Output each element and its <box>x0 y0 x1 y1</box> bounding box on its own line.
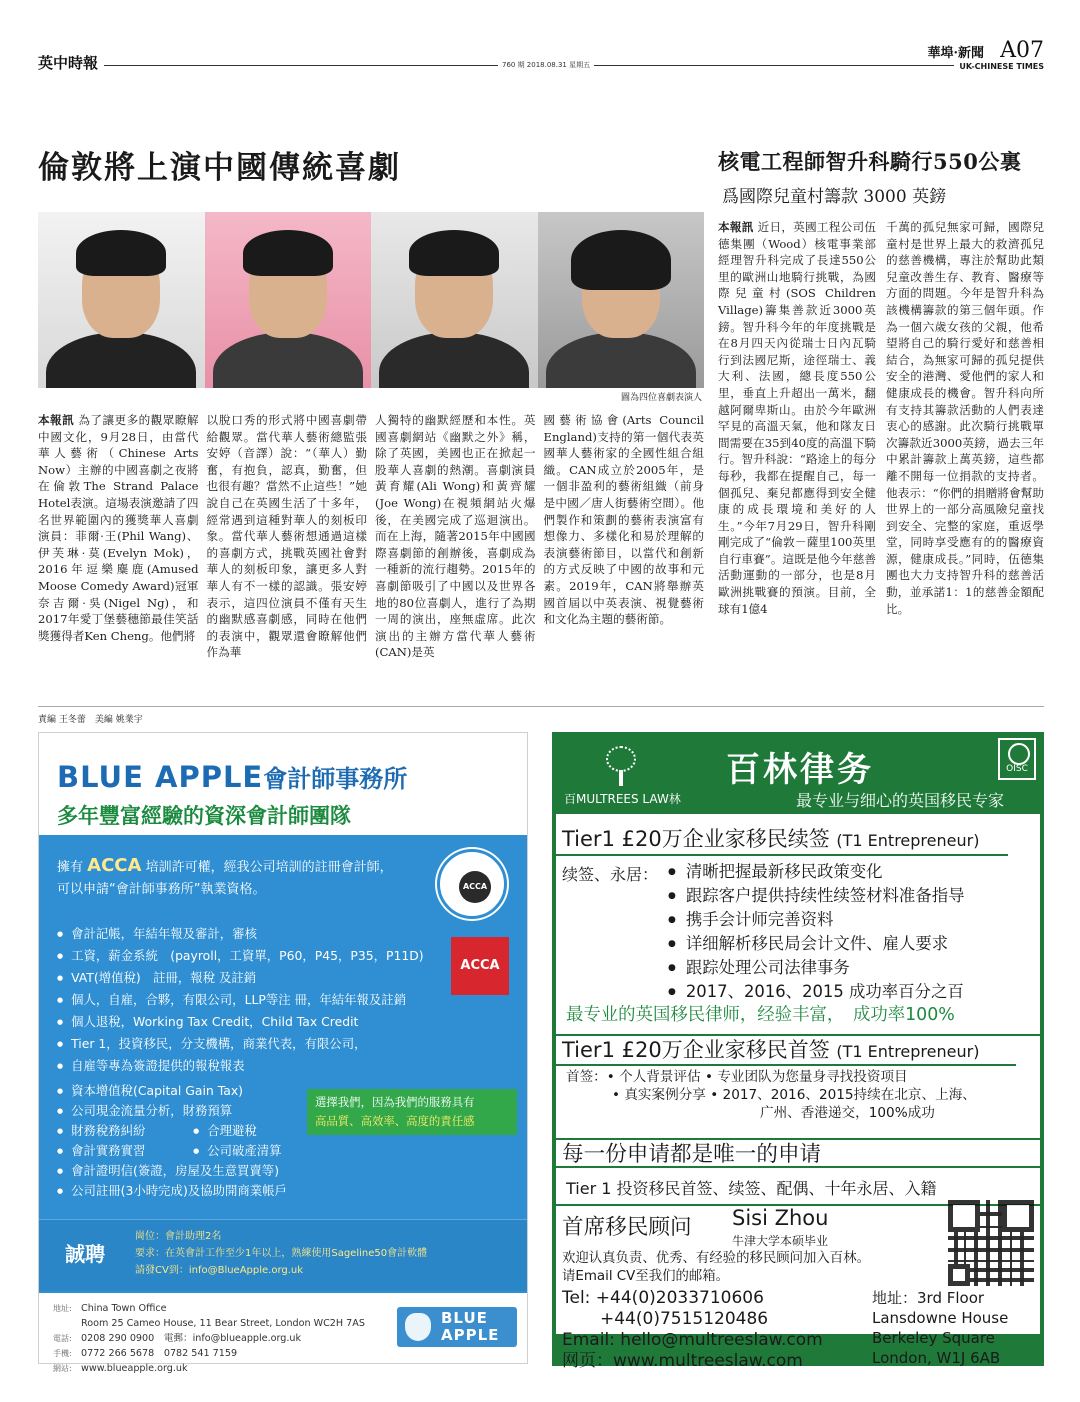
ad-header <box>39 733 527 835</box>
comedy-headline: 倫敦將上演中國傳統喜劇 <box>38 150 401 186</box>
list-item: ● 公司現金流量分析，財務預算 <box>57 1101 357 1121</box>
article-column-2: 千萬的孤兒無家可歸，國際兒童村是世界上最大的救濟孤兒的慈善機構，專注於幫助此類兒童改善生存、教育、醫療等方面的問題。今年是智升科為該機構籌款的第三個年頭。作為一個六歲女孩的父親，他希望將自己的騎行愛好和慈善相結合，為無家可歸的孤兒提供安全的港灣、愛他們的家人和健康成長的機會。智升科向所有支持其籌款活動的人們表達衷心的感謝。此次騎行挑戰單次籌款近3000英鎊，過去三年中累計籌款上萬英鎊，這些都離不開每一位捐款的支持者。他表示：“你們的捐贈將會幫助世界上的一部分高風險兒童找到安全、完整的家庭，重返學堂，同時享受應有的的醫療資源，健康成長。”同時，伍德集團也大力支持智升科的慈善活動，並承諾1：1的慈善金額配比。 <box>886 220 1044 616</box>
editor-credits: 責編 王冬蕾 美編 姚業宇 <box>38 715 143 725</box>
cycling-article-body <box>718 219 1044 617</box>
section-rule <box>556 854 1008 856</box>
list-item: ● 資本增值稅(Capital Gain Tax) <box>57 1081 357 1101</box>
blue-apple-logo: BLUE APPLE <box>397 1307 517 1347</box>
recruitment-title: 誠聘 <box>65 1242 105 1266</box>
comedian-photo-3 <box>371 212 538 388</box>
services-list <box>57 923 517 1077</box>
why-choose-us-box: 選擇我們，因為我們的服務具有 高品質、高效率、高度的責任感 <box>307 1089 517 1135</box>
renewal-label: 续签、永居： <box>562 865 659 884</box>
list-item: ● 自雇等專為簽證提供的報稅報表 <box>57 1055 517 1077</box>
apple-icon <box>405 1313 431 1341</box>
list-item: ● Tier 1，投資移民，分支機構，商業代表，有限公司， <box>57 1033 517 1055</box>
list-item: ● 公司註冊(3小時完成)及協助開商業帳戶 <box>57 1181 517 1201</box>
consultant-title: 首席移民顾问 <box>562 1215 692 1240</box>
tree-icon <box>606 746 636 786</box>
website-link[interactable]: 网页：www.multreeslaw.com <box>562 1351 803 1371</box>
list-item: ● 個人退稅，Working Tax Credit，Child Tax Credit <box>57 1011 517 1033</box>
list-item: ● 財務稅務糾紛 ● 合理避稅 <box>57 1121 357 1141</box>
list-item: ● 會計實務實習 ● 公司破產清算 <box>57 1141 357 1161</box>
cycling-article <box>718 146 1044 617</box>
comedian-photo-1 <box>38 212 205 388</box>
cycling-subheadline: 爲國際兒童村籌款 3000 英鎊 <box>722 187 947 207</box>
article-lead: 本報訊 <box>718 220 754 234</box>
acca-seal-icon: ACCA <box>437 849 507 919</box>
section-divider <box>38 706 1044 707</box>
acca-logo-icon: ACCA <box>451 937 509 995</box>
first-application-section-title: Tier1 £20万企业家移民首签 (T1 Entrepreneur) <box>556 1034 1040 1062</box>
cycling-headline: 核電工程師智升科騎行550公裏 <box>718 149 1022 174</box>
ad-services-panel <box>39 835 527 1293</box>
consultant-education: 牛津大学本硕毕业 <box>732 1234 829 1248</box>
renewal-list <box>668 860 965 1004</box>
list-item: ● 2017、2016、2015 成功率百分之百 <box>668 980 965 1004</box>
list-item: ● 详细解析移民局会计文件、雇人要求 <box>668 932 965 956</box>
issue-date: 760 期 2018.08.31 星期五 <box>498 60 594 70</box>
success-rate-line: 最专业的英国移民律师，经验丰富， 成功率100% <box>566 1005 955 1025</box>
brand-name-cn: 百林律务 <box>726 750 874 790</box>
list-item: ● 會計證明信(簽證，房屋及生意買賣等) <box>57 1161 517 1181</box>
email-link[interactable]: Email: hello@multreeslaw.com <box>562 1330 823 1350</box>
ad-body <box>556 814 1040 1371</box>
recruitment-details: 崗位：會計助理2名 要求：在英會計工作至少1年以上，熟練使用Sageline50會計軟體 請發CV到：info@BlueApple.org.uk <box>135 1231 428 1276</box>
ad-header <box>556 736 1040 814</box>
contact-info <box>562 1288 823 1372</box>
list-item: ● 携手会计师完善资料 <box>668 908 965 932</box>
office-address: 地址：3rd Floor Lansdowne House Berkeley Square London, W1J 6AB <box>872 1289 1009 1367</box>
ad-slogan: 最专业与细心的英国移民专家 <box>796 791 1005 810</box>
article-column-3: 人獨特的幽默經歷和本性。英國喜劇網站《幽默之外》稱，除了英國，美國也正在掀起一股華人喜劇的熱潮。喜劇演員黃育耀(Ali Wong)和黃齊耀(Joe Wong)在視頻網站火爆後，在美國完成了巡迴演出。而在上海，隨著2015年中國國際喜劇節的創辦後，喜劇成為一種新的流行趨勢。2015年的喜劇節吸引了中國以及世界各地的80位喜劇人，進行了為期一周的演出，座無虛席。此次演出的主辦方當代華人藝術(CAN)是英 <box>375 413 536 660</box>
blue-apple-ad <box>38 732 528 1374</box>
masthead <box>38 40 1044 70</box>
comedian-photo-4 <box>538 212 705 388</box>
phone-2: +44(0)7515120486 <box>600 1309 769 1329</box>
multrees-law-ad <box>552 732 1044 1371</box>
comedy-article <box>38 142 704 660</box>
oisc-badge-icon: OISC <box>998 738 1036 780</box>
hiring-note: 欢迎认真负责、优秀、有经验的移民顾问加入百林。 请Email CV至我们的邮箱。 <box>562 1251 870 1284</box>
first-application-details: 首签：• 个人背景评估 • 专业团队为您量身寻找投资项目 • 真实案例分享 • 2017、2016、2015持续在北京、上海、 广州、香港递交，100%成功 <box>566 1069 976 1121</box>
qr-code-icon <box>948 1200 1034 1286</box>
list-item: ● 清晰把握最新移民政策变化 <box>668 860 965 884</box>
services-line: Tier 1 投资移民首签、续签、配偶、十年永居、入籍 <box>566 1179 937 1198</box>
phone-1: Tel: +44(0)2033710606 <box>562 1288 764 1308</box>
page-number: A07 <box>1000 38 1044 63</box>
list-item: ● 跟踪处理公司法律事务 <box>668 956 965 980</box>
ad-contact-info: 地址: China Town Office Room 25 Cameo House, 11 Bear Street, London WC2H 7AS 電話: 0208 290 0900 電郵：info@blueapple.org.uk 手機: 0772 266 5678 0782 541 7159 網站: www.blueapple.org.uk BLUE APPLE <box>39 1293 527 1363</box>
newspaper-logo: 英中時報 <box>38 54 99 72</box>
list-item: ● VAT(增值稅) 註冊，報稅 及註銷 <box>57 967 517 989</box>
list-item: ● 工資，薪金系統 (payroll，工資單，P60，P45，P35，P11D) <box>57 945 517 967</box>
list-item: ● 個人，自雇，合夥，有限公司，LLP等注 冊，年結年報及註銷 <box>57 989 517 1011</box>
article-column-1: 本報訊 為了讓更多的觀眾瞭解中國文化，9月28日，由當代華人藝術（Chinese Arts Now）主辦的中國喜劇之夜將在倫敦The Strand Palace Hotel表演。這場表演邀請了四名世界範圍內的獲獎華人喜劇演員：菲爾·王(Phil Wang)、伊芙琳·莫(Evelyn Mok)，2016年逗樂麋鹿(Amused Moose Comedy Award)冠軍奈吉爾·吳(Nigel Ng)，和2017年愛丁堡藝穗節最佳笑話獎獲得者Ken Cheng。他們將 <box>38 413 199 643</box>
acca-statement: 擁有 ACCA 培訓許可權，經我公司培訓的註冊會計師， 可以申請“會計師事務所”執業資格。 <box>57 855 393 897</box>
recruitment-box <box>39 1219 527 1291</box>
renewal-section-title: Tier1 £20万企业家移民续签 (T1 Entrepreneur) <box>562 827 980 851</box>
article-column-4: 國藝術協會(Arts Council England)支持的第一個代表英國華人藝術家的全國性組合組織。CAN成立於2005年，是一個非盈利的藝術組織（前身是中國／唐人街藝術空間）。他們製作和策劃的藝術表演富有想像力、多樣化和易於理解的表演藝術節目，以當代和創新的方式反映了中國的故事和元素。2019年，CAN將舉辦英國首屆以中英表演、視覺藝術和文化為主題的藝術節。 <box>543 413 704 627</box>
consultant-name: Sisi Zhou <box>732 1206 829 1230</box>
article-column-2: 以脫口秀的形式將中國喜劇帶給觀眾。當代華人藝術總監張安婷（音譯）說：“（華人）勤奮，有抱負，認真，勤奮，但也很有趣？當然不止這些！”她說自己在英國生活了十多年，經常遇到這種對華人的刻板印象。當代華人藝術想通過這樣的喜劇方式，挑戰英國社會對華人的刻板印象，讓更多人對華人有不一樣的認識。張安婷表示，這四位演員不僅有天生的幽默感喜劇感，同時在他們的表演中，觀眾還會瞭解他們作為華 <box>206 413 367 660</box>
photo-caption: 圖為四位喜劇表演人 <box>620 393 702 403</box>
unique-application-title: 每一份申请都是唯一的申请 <box>556 1138 1040 1168</box>
comedian-photo-2 <box>205 212 372 388</box>
list-item: ● 會計記帳，年結年報及審計，審核 <box>57 923 517 945</box>
ad-tagline: 多年豐富經驗的資深會計師團隊 <box>57 804 351 828</box>
article-column-1: 本報訊 近日，英國工程公司伍德集團（Wood）核電事業部經理智升科完成了長達550公里的歐洲山地騎行挑戰，為國際兒童村(SOS Children Village)籌集善款近3000英鎊。智升科今年的年度挑戰是在8月四天內從瑞士日內瓦騎行到法國尼斯，途徑瑞士、義大利、法國，總長度550公里，垂直上升超出一萬米，翻越阿爾卑斯山。由於今年歐洲罕見的高溫天氣，他和隊友日間需要在35到40度的高溫下騎行。智升科說：“路途上的每分每秒，我都在提醒自己，每一個孤兒、棄兒都應得到安全健康的成長環境和美好的人生。”今年7月29日，智升科剛剛完成了“倫敦－薩里100英里自行車賽”。這既是他今年慈善活動運動的一部分，也是8月歐洲挑戰賽的預演。目前，全球有1億4 <box>718 220 876 616</box>
list-item: ● 跟踪客户提供持续性续签材料准备指导 <box>668 884 965 908</box>
comedians-photo-strip <box>38 212 704 388</box>
masthead-subtitle: UK-CHINESE TIMES <box>959 62 1044 71</box>
article-lead: 本報訊 <box>38 413 75 427</box>
comedy-article-body <box>38 412 704 661</box>
section-rule <box>556 1064 1016 1066</box>
ad-title: BLUE APPLE會計師事務所 <box>57 760 408 794</box>
brand-name-en: 百MULTREES LAW林 <box>564 792 681 806</box>
section-name: 華埠·新聞 <box>927 46 984 61</box>
